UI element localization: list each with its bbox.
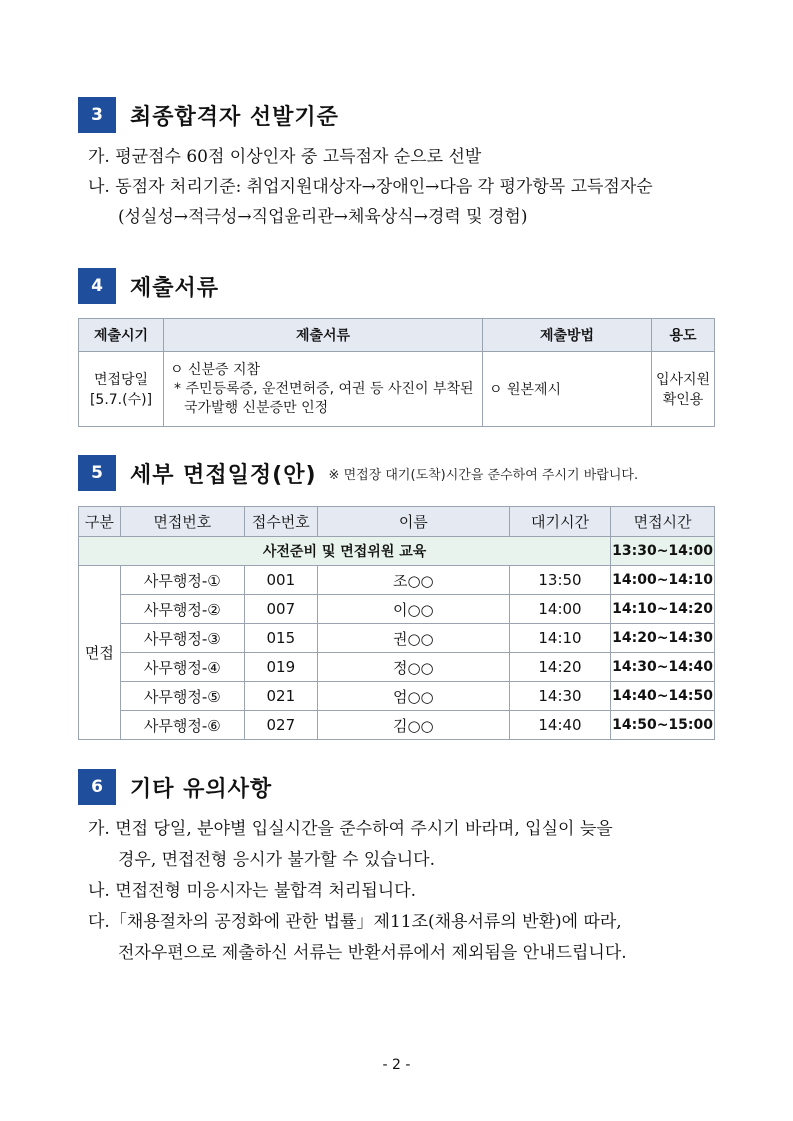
section-title: 기타 유의사항 (130, 776, 273, 802)
table-row (79, 711, 715, 740)
page-number: - 2 - (382, 1057, 411, 1073)
group-cell: 면접 (79, 566, 121, 740)
table-header-row (79, 319, 715, 352)
section-number-badge: 3 (78, 97, 116, 133)
receipt-no: 007 (244, 595, 317, 624)
criteria-line-a: 가. 평균점수 60점 이상인자 중 고득점자 순으로 선발 (88, 147, 482, 167)
section-title: 최종합격자 선발기준 (130, 104, 339, 130)
applicant-name: 김○○ (317, 711, 509, 740)
header-cell: 이름 (317, 507, 509, 537)
prep-time: 13:30~14:00 (611, 537, 715, 566)
notice-line-b: 나. 면접전형 미응시자는 불합격 처리됩니다. (88, 881, 417, 901)
criteria-line-b-cont: (성실성→적극성→직업윤리관→체육상식→경력 및 경험) (118, 207, 528, 227)
section-4-heading (78, 268, 219, 304)
prep-label: 사전준비 및 면접위원 교육 (79, 537, 611, 566)
header-cell: 접수번호 (244, 507, 317, 537)
interview-no: 사무행정-⑤ (120, 682, 244, 711)
table-row (79, 595, 715, 624)
use-cell (652, 352, 715, 427)
header-cell: 면접시간 (611, 507, 715, 537)
interview-time: 14:30~14:40 (611, 653, 715, 682)
interview-no: 사무행정-② (120, 595, 244, 624)
interview-schedule-table (78, 506, 715, 740)
documents-cell (164, 352, 483, 427)
wait-time: 13:50 (509, 566, 610, 595)
header-cell: 구분 (79, 507, 121, 537)
section-number-badge: 6 (78, 769, 116, 805)
interview-time: 14:50~15:00 (611, 711, 715, 740)
section-title: 세부 면접일정(안) (130, 462, 317, 488)
timing-date: [5.7.(수)] (89, 392, 153, 408)
documents-table (78, 318, 715, 427)
interview-time: 14:40~14:50 (611, 682, 715, 711)
table-header-row (79, 507, 715, 537)
doc-note-cont: 국가발행 신분증만 인정 (184, 399, 329, 416)
section-6-body (88, 814, 728, 969)
receipt-no: 019 (244, 653, 317, 682)
section-6-heading (78, 769, 272, 805)
header-cell: 대기시간 (509, 507, 610, 537)
wait-time: 14:30 (509, 682, 610, 711)
interview-time: 14:00~14:10 (611, 566, 715, 595)
section-5-heading (78, 455, 638, 491)
notice-line-c: 다.「채용절차의 공정화에 관한 법률」제11조(채용서류의 반환)에 따라, (88, 912, 622, 932)
doc-note: * 주민등록증, 운전면허증, 여권 등 사진이 부착된 (174, 380, 474, 397)
timing-cell (79, 352, 164, 427)
applicant-name: 조○○ (317, 566, 509, 595)
interview-no: 사무행정-③ (120, 624, 244, 653)
header-cell: 제출서류 (164, 319, 483, 352)
table-row (79, 682, 715, 711)
section-number-badge: 4 (78, 268, 116, 304)
section-3-heading (78, 97, 339, 133)
wait-time: 14:20 (509, 653, 610, 682)
method-cell: ㅇ 원본제시 (483, 352, 652, 427)
timing-text: 면접당일 (93, 372, 149, 388)
table-row (79, 624, 715, 653)
interview-time: 14:20~14:30 (611, 624, 715, 653)
table-row (79, 566, 715, 595)
interview-no: 사무행정-① (120, 566, 244, 595)
notice-line-c-cont: 전자우편으로 제출하신 서류는 반환서류에서 제외됨을 안내드립니다. (118, 943, 627, 963)
applicant-name: 권○○ (317, 624, 509, 653)
receipt-no: 001 (244, 566, 317, 595)
notice-line-a-cont: 경우, 면접전형 응시가 불가할 수 있습니다. (118, 850, 436, 870)
header-cell: 제출시기 (79, 319, 164, 352)
header-cell: 면접번호 (120, 507, 244, 537)
use-text-cont: 확인용 (662, 392, 704, 408)
wait-time: 14:10 (509, 624, 610, 653)
table-row (79, 653, 715, 682)
applicant-name: 정○○ (317, 653, 509, 682)
criteria-line-b: 나. 동점자 처리기준: 취업지원대상자→장애인→다음 각 평가항목 고득점자순 (88, 177, 653, 197)
interview-time: 14:10~14:20 (611, 595, 715, 624)
header-cell: 제출방법 (483, 319, 652, 352)
header-cell: 용도 (652, 319, 715, 352)
prep-row (79, 537, 715, 566)
wait-time: 14:00 (509, 595, 610, 624)
receipt-no: 015 (244, 624, 317, 653)
doc-item: ㅇ 신분증 지참 (170, 361, 261, 378)
receipt-no: 021 (244, 682, 317, 711)
section-number-badge: 5 (78, 455, 116, 491)
interview-no: 사무행정-④ (120, 653, 244, 682)
table-row (79, 352, 715, 427)
applicant-name: 이○○ (317, 595, 509, 624)
interview-no: 사무행정-⑥ (120, 711, 244, 740)
arrival-note: ※ 면접장 대기(도착)시간을 준수하여 주시기 바랍니다. (328, 467, 639, 483)
section-title: 제출서류 (130, 275, 220, 301)
use-text: 입사지원 (655, 372, 711, 388)
applicant-name: 엄○○ (317, 682, 509, 711)
wait-time: 14:40 (509, 711, 610, 740)
receipt-no: 027 (244, 711, 317, 740)
notice-line-a: 가. 면접 당일, 분야별 입실시간을 준수하여 주시기 바라며, 입실이 늦을 (88, 819, 613, 839)
section-3-body (88, 142, 728, 232)
